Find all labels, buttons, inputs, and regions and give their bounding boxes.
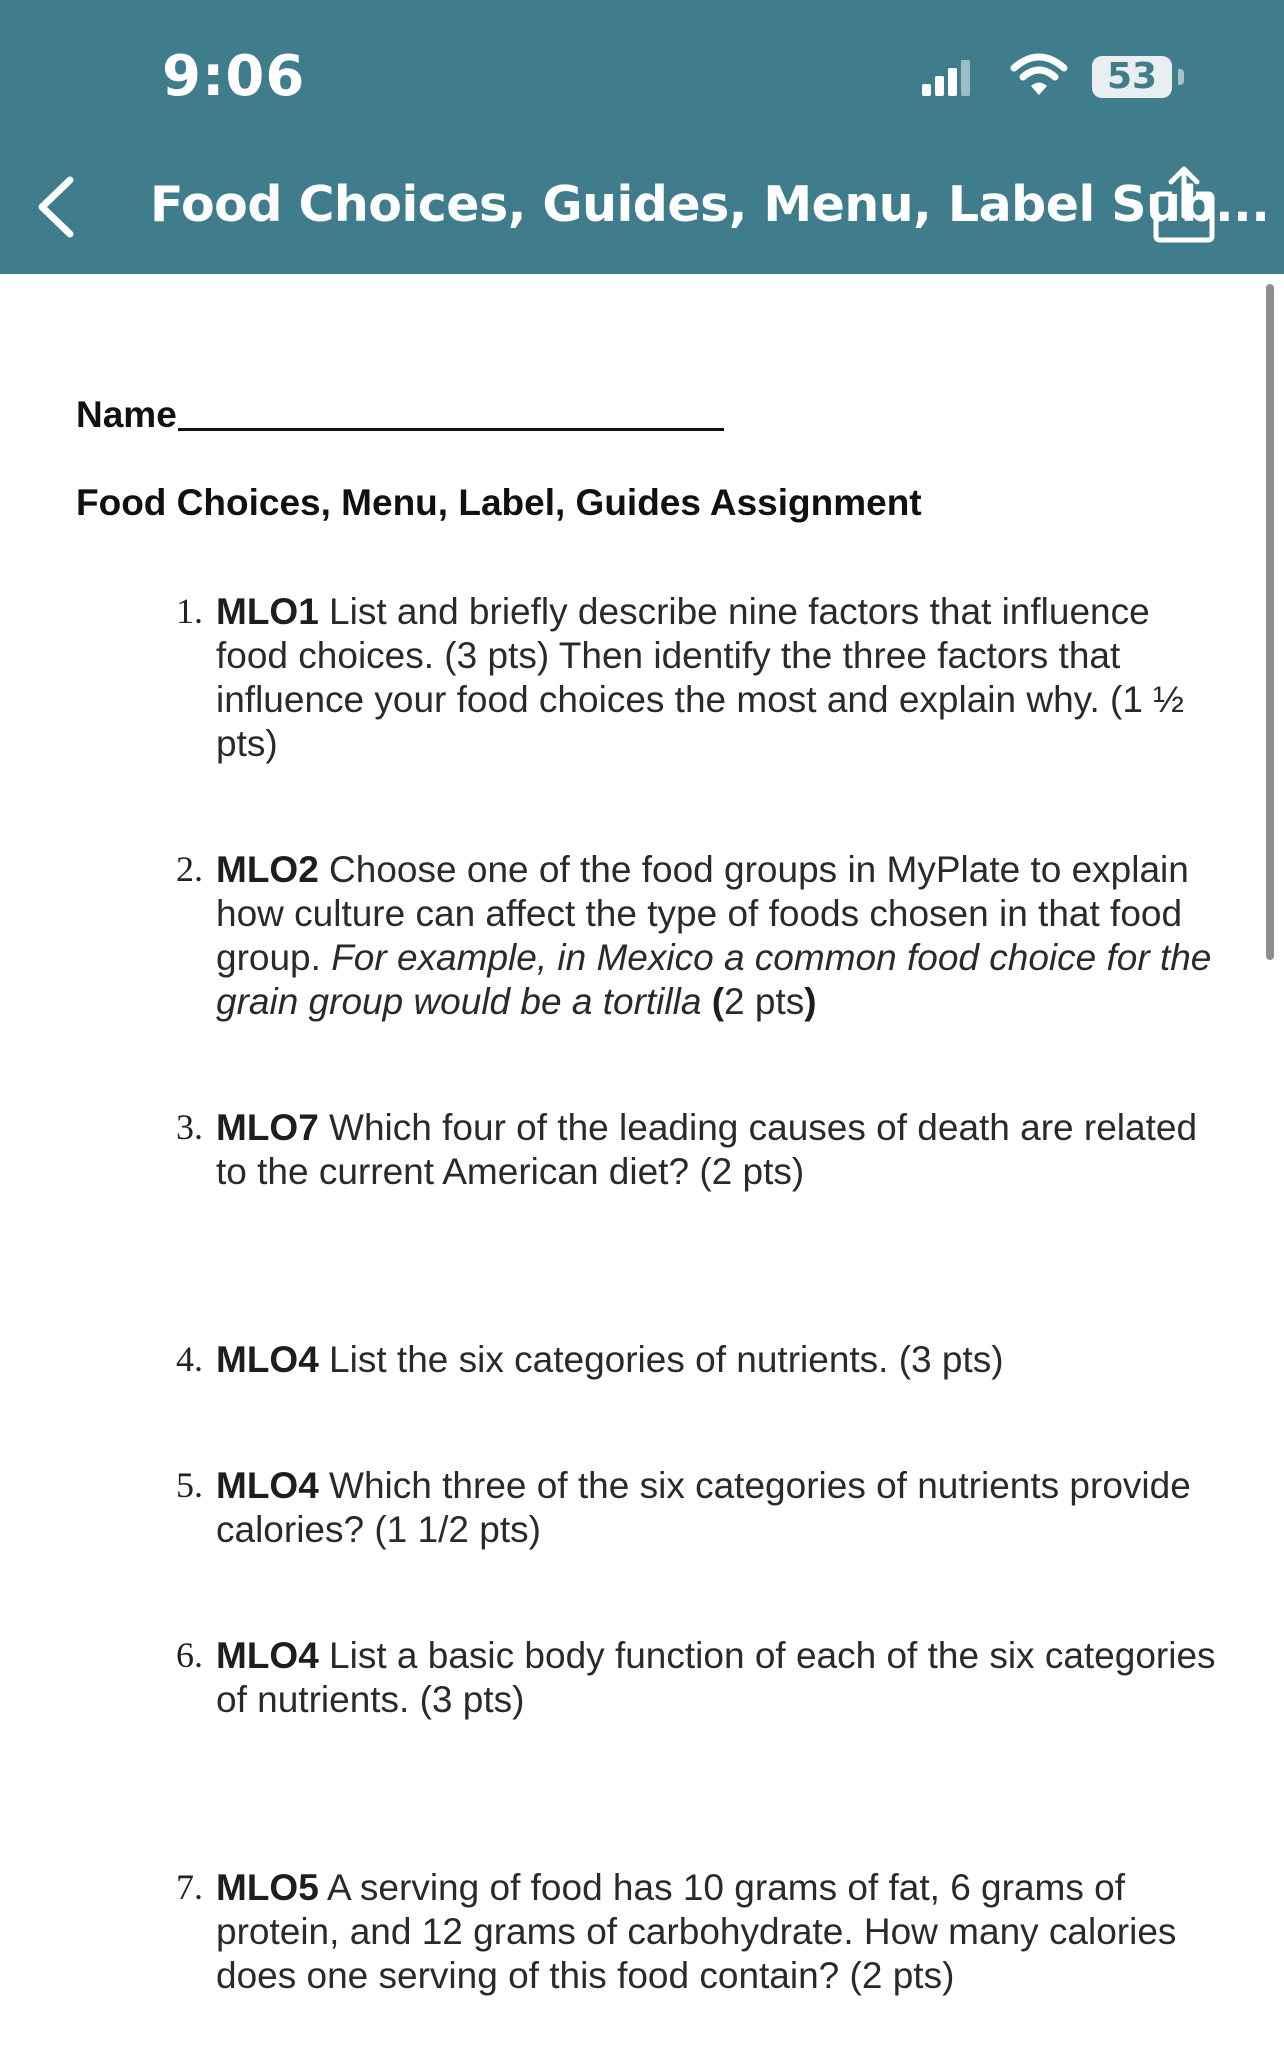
- question-text: List the six categories of nutrients. (3 pts): [318, 1339, 1004, 1380]
- question-4: [178, 1338, 1228, 1382]
- wifi-icon: [1010, 52, 1068, 98]
- question-number: 5.: [176, 1465, 203, 1505]
- name-blank-line: [178, 428, 724, 431]
- question-number: 3.: [176, 1107, 203, 1147]
- battery-tip: [1178, 69, 1184, 85]
- question-number: 1.: [176, 591, 203, 631]
- share-icon[interactable]: [1152, 164, 1216, 244]
- status-time: 9:06: [162, 44, 306, 109]
- document-title: Food Choices, Guides, Menu, Label Sub...: [150, 176, 1270, 233]
- question-text: List and briefly describe nine factors that influence food choices. (3 pts) Then identify the three factors that influence your food choices the most and explain why. (1 ½ pts): [216, 591, 1185, 764]
- app-header: [0, 0, 1284, 274]
- question-example: For example, in Mexico a common food choice for the grain group would be a tortilla: [216, 937, 1212, 1022]
- battery-indicator: 53: [1092, 56, 1172, 98]
- question-code: MLO4: [216, 1635, 319, 1676]
- question-1: [178, 590, 1228, 766]
- question-text: Choose one of the food groups in MyPlate to explain how culture can affect the type of foods chosen in that food group.: [216, 849, 1189, 978]
- question-2: [178, 848, 1228, 1024]
- question-code: MLO2: [216, 849, 319, 890]
- question-points: 2 pts: [724, 981, 805, 1022]
- question-number: 2.: [176, 849, 203, 889]
- question-text: List a basic body function of each of the six categories of nutrients. (3 pts): [216, 1635, 1216, 1720]
- question-text: Which three of the six categories of nutrients provide calories? (1 1/2 pts): [216, 1465, 1191, 1550]
- question-code: MLO1: [216, 591, 319, 632]
- question-6: [178, 1634, 1228, 1722]
- question-number: 4.: [176, 1339, 203, 1379]
- question-3: [178, 1106, 1228, 1194]
- chevron-left-icon[interactable]: [30, 172, 82, 242]
- cellular-signal-icon: [922, 58, 974, 98]
- question-text: A serving of food has 10 grams of fat, 6 grams of protein, and 12 grams of carbohydrate. How many calories does one serving of this food contain? (2 pts): [216, 1867, 1177, 1996]
- question-code: MLO4: [216, 1339, 319, 1380]
- question-text: Which four of the leading causes of death are related to the current American diet? (2 pts): [216, 1107, 1198, 1192]
- question-5: [178, 1464, 1228, 1552]
- points-open: (: [701, 981, 725, 1022]
- assignment-title: Food Choices, Menu, Label, Guides Assignment: [76, 482, 922, 523]
- question-number: 6.: [176, 1635, 203, 1675]
- points-close: ): [804, 981, 817, 1022]
- question-7: [178, 1866, 1228, 1998]
- question-code: MLO7: [216, 1107, 319, 1148]
- name-label: Name: [76, 394, 177, 435]
- question-number: 7.: [176, 1867, 203, 1907]
- question-code: MLO5: [216, 1867, 319, 1908]
- question-code: MLO4: [216, 1465, 319, 1506]
- vertical-scrollbar[interactable]: [1266, 284, 1274, 960]
